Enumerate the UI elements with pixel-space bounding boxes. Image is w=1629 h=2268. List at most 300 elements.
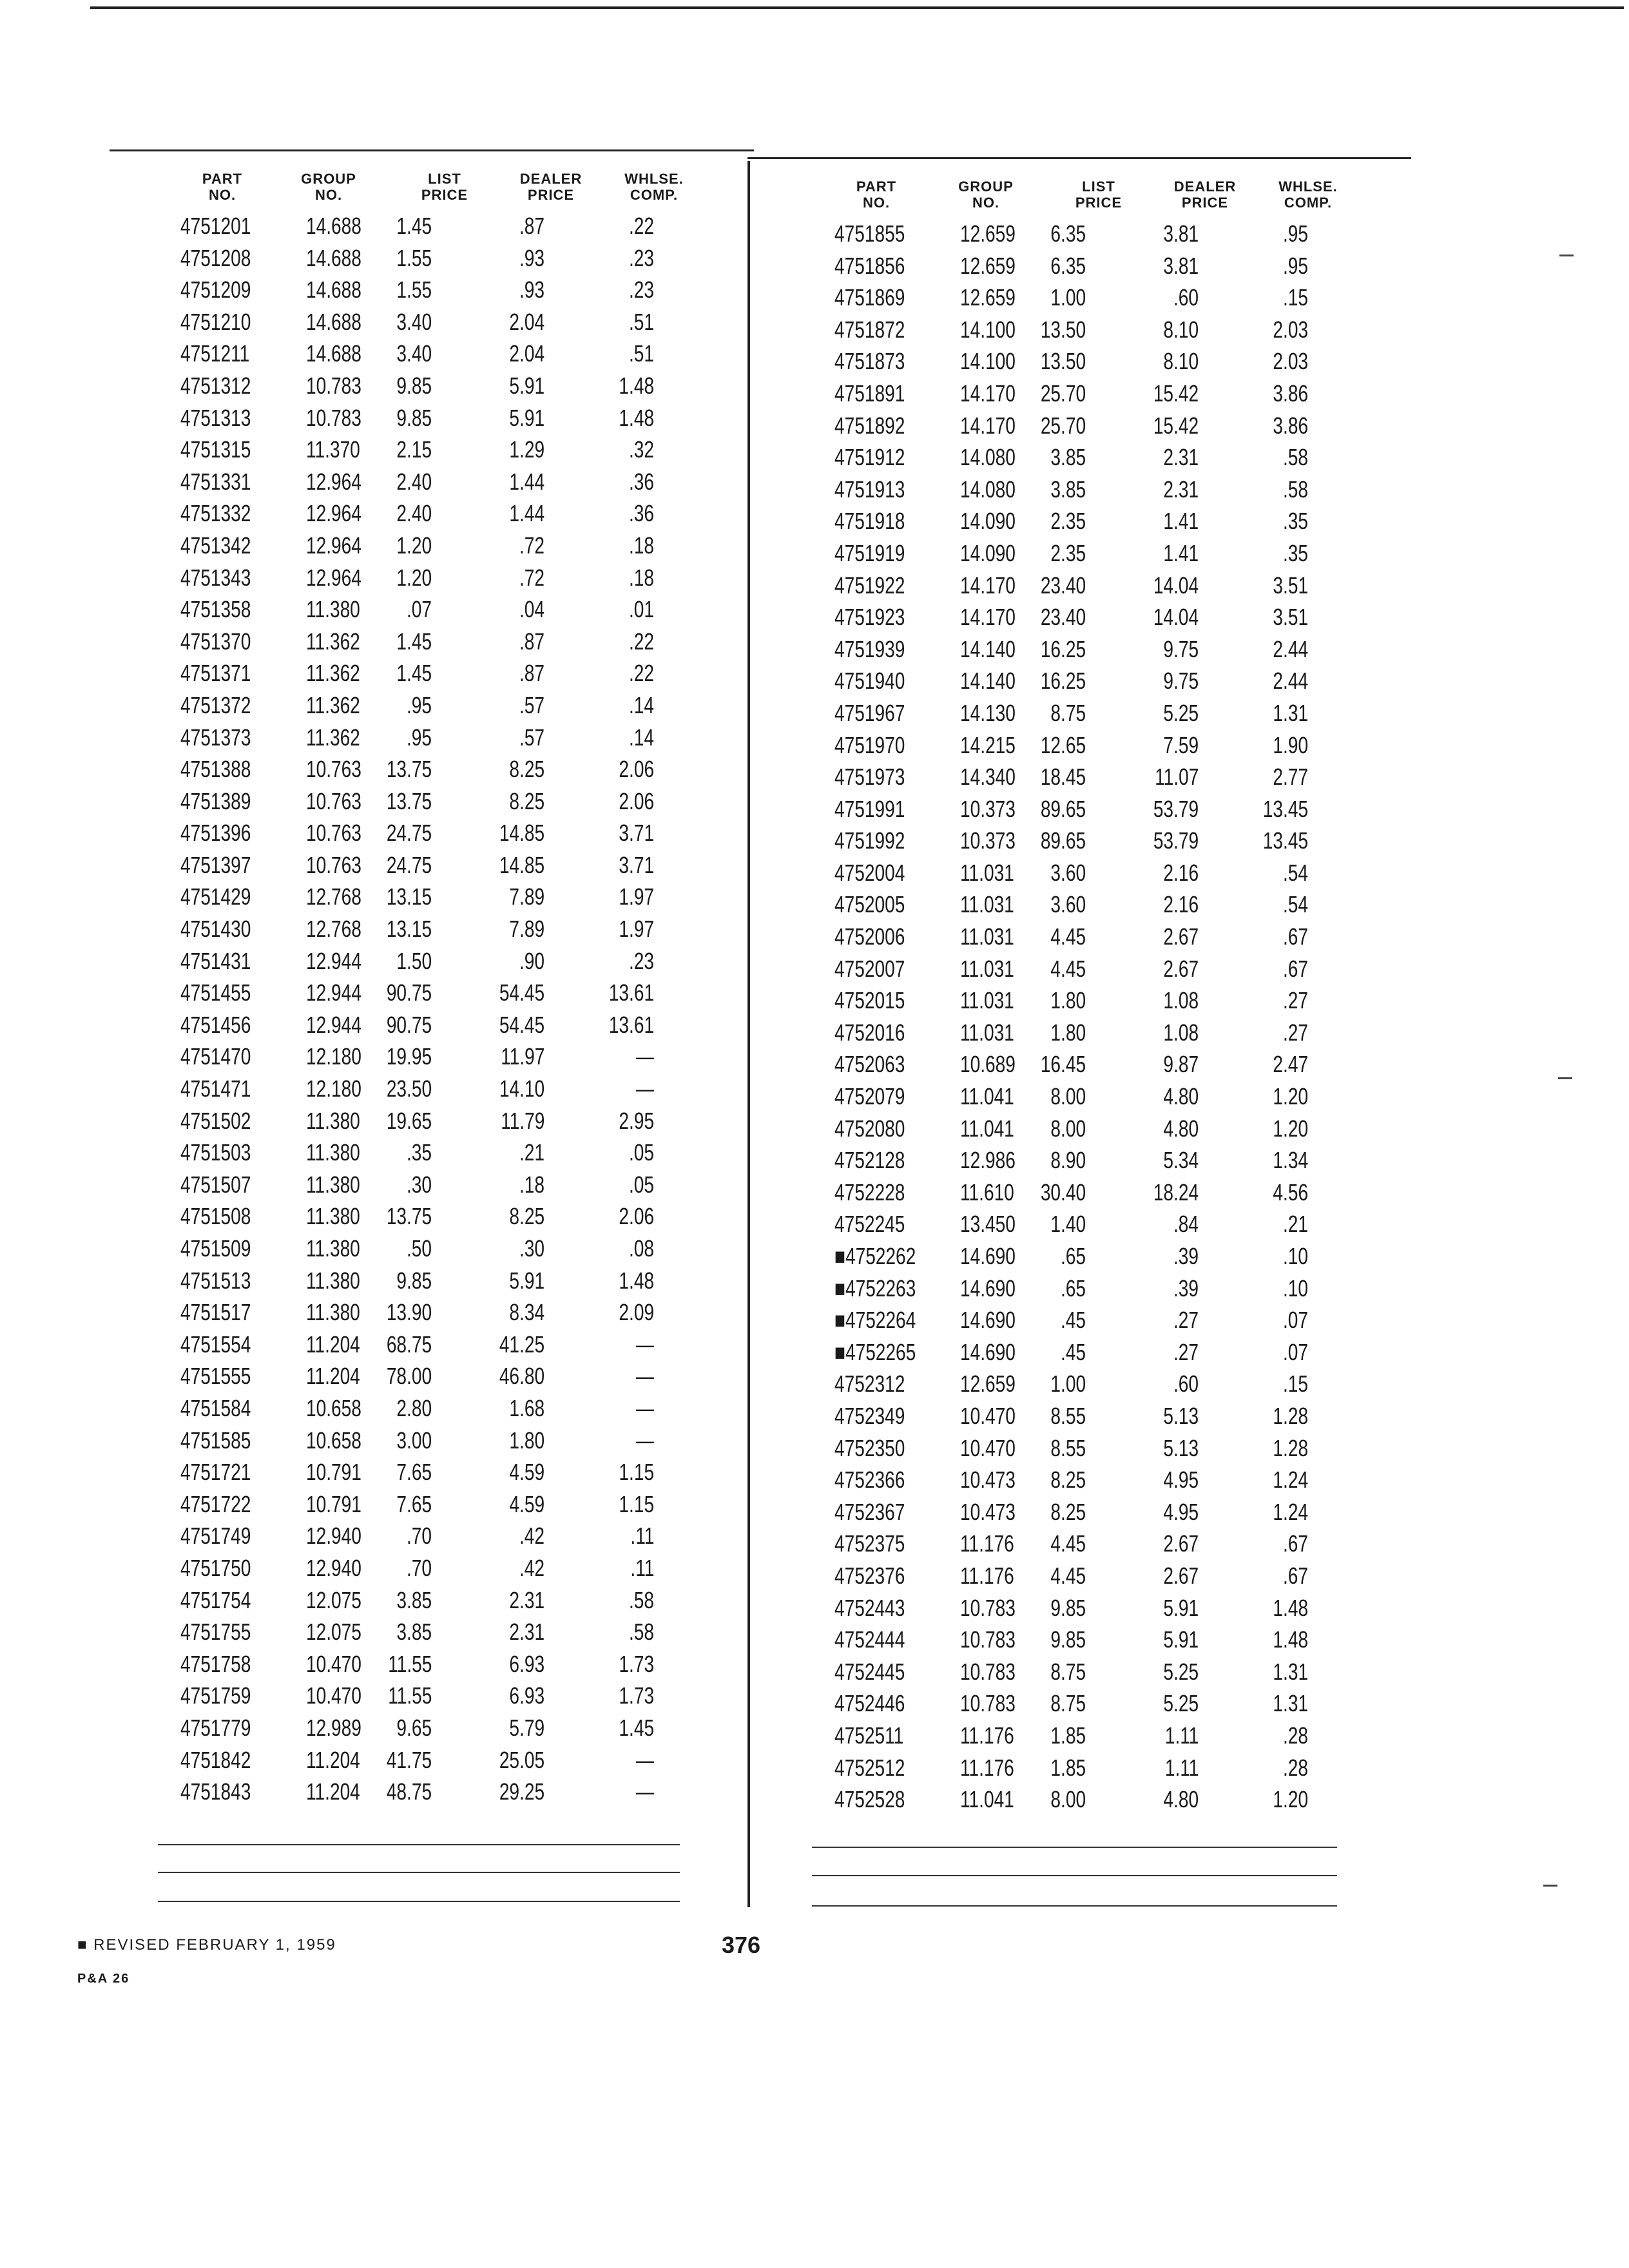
whlse-comp-cell: 13.45 bbox=[1262, 827, 1308, 854]
part-no-cell: 4751856 bbox=[834, 252, 905, 279]
top-page-rule bbox=[90, 6, 1624, 9]
part-no-cell: 4751513 bbox=[180, 1267, 251, 1294]
group-no-cell: 12.986 bbox=[960, 1147, 1016, 1174]
list-price-cell: 16.25 bbox=[1040, 635, 1086, 662]
whlse-comp-cell: — bbox=[635, 1075, 654, 1102]
list-price-cell: 11.55 bbox=[387, 1650, 432, 1677]
part-no-cell: 4752444 bbox=[834, 1626, 905, 1653]
group-no-cell: 10.658 bbox=[306, 1427, 361, 1454]
group-no-cell: 11.031 bbox=[960, 859, 1014, 886]
dealer-price-cell: 53.79 bbox=[1153, 827, 1199, 854]
whlse-comp-cell: 4.56 bbox=[1273, 1178, 1308, 1206]
table-row bbox=[809, 1658, 1363, 1691]
table-row bbox=[809, 316, 1363, 349]
group-no-cell: 14.100 bbox=[960, 348, 1016, 375]
dealer-price-cell: .27 bbox=[1173, 1338, 1199, 1365]
whlse-comp-cell: .14 bbox=[628, 691, 654, 718]
group-no-cell: 13.450 bbox=[960, 1211, 1016, 1238]
whlse-comp-cell: — bbox=[635, 1778, 654, 1805]
group-no-cell: 14.690 bbox=[960, 1274, 1016, 1302]
group-no-cell: 14.215 bbox=[960, 731, 1016, 758]
part-no-cell: 4751843 bbox=[180, 1778, 251, 1805]
margin-mark bbox=[1559, 255, 1574, 256]
list-price-cell: 4.45 bbox=[1050, 955, 1086, 982]
whlse-comp-cell: .36 bbox=[628, 500, 654, 527]
group-no-cell: 11.204 bbox=[306, 1331, 360, 1358]
part-no-cell: 4751991 bbox=[834, 795, 905, 822]
table-row bbox=[155, 692, 709, 724]
dealer-price-cell: 3.81 bbox=[1163, 220, 1199, 247]
list-price-cell: 2.40 bbox=[396, 500, 432, 527]
dealer-price-cell: 6.93 bbox=[509, 1650, 545, 1677]
whlse-comp-cell: .18 bbox=[628, 532, 654, 559]
part-no-cell: 4752015 bbox=[834, 987, 905, 1014]
group-no-cell: 14.688 bbox=[306, 213, 361, 239]
group-no-cell: 10.783 bbox=[306, 404, 361, 431]
list-price-cell: 6.35 bbox=[1050, 220, 1086, 247]
table-row bbox=[809, 1243, 1363, 1275]
whlse-comp-cell: 1.97 bbox=[619, 883, 654, 910]
header-whlse-comp: WHLSE. COMP. bbox=[1278, 178, 1338, 211]
list-price-cell: 13.75 bbox=[386, 1203, 432, 1230]
whlse-comp-cell: 1.97 bbox=[619, 916, 654, 943]
part-no-cell: 4751315 bbox=[180, 436, 251, 463]
whlse-comp-cell: .11 bbox=[630, 1523, 654, 1550]
part-no-cell: 4752005 bbox=[834, 891, 905, 918]
group-no-cell: 12.944 bbox=[306, 1011, 361, 1038]
table-row bbox=[809, 1403, 1363, 1435]
table-row bbox=[155, 1267, 709, 1300]
group-no-cell: 10.783 bbox=[960, 1594, 1016, 1621]
table-row bbox=[809, 1530, 1363, 1562]
list-price-cell: 3.85 bbox=[396, 1619, 432, 1646]
part-no-cell: 4752375 bbox=[834, 1530, 905, 1557]
whlse-comp-cell: 1.48 bbox=[619, 372, 654, 399]
dealer-price-cell: 2.67 bbox=[1163, 1562, 1199, 1589]
table-row bbox=[809, 412, 1363, 445]
dealer-price-cell: 5.13 bbox=[1163, 1402, 1199, 1429]
list-price-cell: 9.85 bbox=[1050, 1626, 1086, 1653]
dealer-price-cell: .21 bbox=[519, 1139, 545, 1166]
table-row bbox=[809, 284, 1363, 316]
table-row bbox=[155, 1747, 709, 1779]
part-no-cell: 4752016 bbox=[834, 1019, 905, 1046]
group-no-cell: 12.659 bbox=[960, 1370, 1016, 1398]
part-no-cell: 4751722 bbox=[180, 1490, 251, 1517]
dealer-price-cell: .18 bbox=[519, 1171, 545, 1198]
list-price-cell: 3.40 bbox=[396, 308, 432, 335]
dealer-price-cell: 8.25 bbox=[509, 756, 545, 783]
table-row bbox=[809, 1562, 1363, 1595]
dealer-price-cell: 5.34 bbox=[1163, 1147, 1199, 1174]
revision-footnote: ■ REVISED FEBRUARY 1, 1959 bbox=[77, 1936, 336, 1954]
dealer-price-cell: .84 bbox=[1173, 1211, 1199, 1238]
part-no-cell: 4751554 bbox=[180, 1331, 251, 1358]
whlse-comp-cell: .15 bbox=[1282, 1370, 1308, 1398]
dealer-price-cell: 1.11 bbox=[1164, 1754, 1199, 1781]
group-no-cell: 10.470 bbox=[960, 1402, 1016, 1429]
dealer-price-cell: .72 bbox=[519, 532, 545, 559]
part-no-cell: 4751970 bbox=[834, 731, 905, 758]
group-no-cell: 11.204 bbox=[306, 1778, 360, 1805]
whlse-comp-cell: 3.86 bbox=[1273, 412, 1308, 439]
dealer-price-cell: 4.95 bbox=[1163, 1466, 1199, 1494]
part-no-cell: 4751973 bbox=[834, 764, 905, 791]
group-no-cell: 12.964 bbox=[306, 532, 361, 559]
whlse-comp-cell: .23 bbox=[628, 276, 654, 303]
blank-entry-line bbox=[812, 1905, 1337, 1907]
list-price-cell: 1.55 bbox=[396, 244, 432, 271]
margin-mark bbox=[1558, 1077, 1572, 1079]
header-list-price: LIST PRICE bbox=[1075, 178, 1123, 211]
table-row bbox=[155, 1171, 709, 1204]
dealer-price-cell: 1.44 bbox=[509, 468, 545, 495]
list-price-cell: 25.70 bbox=[1040, 412, 1086, 439]
group-no-cell: 12.964 bbox=[306, 468, 361, 495]
part-no-cell: 4751891 bbox=[834, 380, 905, 407]
whlse-comp-cell: 1.48 bbox=[1273, 1594, 1308, 1621]
list-price-cell: .50 bbox=[406, 1235, 432, 1262]
group-no-cell: 11.041 bbox=[960, 1083, 1014, 1110]
table-row bbox=[809, 1083, 1363, 1115]
group-no-cell: 10.373 bbox=[960, 827, 1016, 854]
dealer-price-cell: 3.81 bbox=[1163, 252, 1199, 279]
part-no-cell: 4751755 bbox=[180, 1619, 251, 1646]
dealer-price-cell: 6.93 bbox=[509, 1682, 545, 1709]
dealer-price-cell: 8.34 bbox=[509, 1299, 545, 1326]
list-price-cell: 8.25 bbox=[1050, 1466, 1086, 1494]
whlse-comp-cell: .67 bbox=[1282, 1562, 1308, 1589]
whlse-comp-cell: — bbox=[635, 1363, 654, 1390]
table-row bbox=[809, 700, 1363, 732]
dealer-price-cell: 14.85 bbox=[499, 851, 545, 878]
group-no-cell: 14.688 bbox=[306, 340, 361, 367]
group-no-cell: 11.031 bbox=[960, 955, 1014, 982]
part-no-cell: 4751869 bbox=[834, 284, 905, 311]
part-no-cell: ■4752263 bbox=[834, 1274, 916, 1302]
whlse-comp-cell: .10 bbox=[1282, 1243, 1308, 1269]
part-no-cell: 4751455 bbox=[180, 979, 251, 1006]
table-row bbox=[809, 572, 1363, 604]
part-no-cell: ■4752264 bbox=[834, 1307, 916, 1334]
list-price-cell: 19.95 bbox=[386, 1043, 432, 1070]
dealer-price-cell: 2.16 bbox=[1163, 859, 1199, 886]
table-row bbox=[809, 1275, 1363, 1307]
whlse-comp-cell: .21 bbox=[1282, 1211, 1308, 1238]
group-no-cell: 14.130 bbox=[960, 699, 1016, 726]
group-no-cell: 11.380 bbox=[306, 1299, 360, 1326]
dealer-price-cell: 11.97 bbox=[500, 1043, 545, 1070]
list-price-cell: 4.45 bbox=[1050, 1562, 1086, 1589]
table-row bbox=[155, 1108, 709, 1140]
table-row bbox=[155, 1778, 709, 1811]
table-row bbox=[155, 532, 709, 564]
part-no-cell: 4752511 bbox=[834, 1722, 904, 1749]
whlse-comp-cell: 1.20 bbox=[1273, 1083, 1308, 1110]
dealer-price-cell: .72 bbox=[519, 564, 545, 591]
group-no-cell: 11.362 bbox=[306, 660, 360, 687]
part-no-cell: 4751312 bbox=[180, 372, 251, 399]
whlse-comp-cell: .18 bbox=[628, 564, 654, 591]
part-no-cell: 4752063 bbox=[834, 1051, 905, 1078]
whlse-comp-cell: 1.90 bbox=[1273, 731, 1308, 758]
table-row bbox=[155, 564, 709, 597]
list-price-cell: 3.85 bbox=[1050, 476, 1086, 503]
group-no-cell: 11.176 bbox=[960, 1722, 1014, 1749]
table-row bbox=[809, 1754, 1363, 1787]
dealer-price-cell: .30 bbox=[519, 1235, 545, 1262]
whlse-comp-cell: — bbox=[635, 1427, 654, 1454]
group-no-cell: 12.768 bbox=[306, 883, 361, 910]
part-no-cell: 4751913 bbox=[834, 476, 905, 503]
group-no-cell: 14.140 bbox=[960, 635, 1016, 662]
dealer-price-cell: 5.25 bbox=[1163, 1658, 1199, 1685]
dealer-price-cell: 2.04 bbox=[509, 308, 545, 335]
table-row bbox=[809, 604, 1363, 636]
dealer-price-cell: 5.13 bbox=[1163, 1434, 1199, 1461]
whlse-comp-cell: 1.31 bbox=[1273, 1658, 1308, 1685]
dealer-price-cell: 2.31 bbox=[1163, 476, 1199, 503]
part-no-cell: 4751201 bbox=[180, 213, 251, 239]
part-no-cell: 4752350 bbox=[834, 1434, 905, 1461]
dealer-price-cell: 11.79 bbox=[500, 1107, 545, 1134]
table-row bbox=[155, 1235, 709, 1267]
list-price-cell: .35 bbox=[406, 1139, 432, 1166]
dealer-price-cell: 5.25 bbox=[1163, 699, 1199, 726]
part-no-cell: 4752312 bbox=[834, 1370, 905, 1398]
list-price-cell: 13.75 bbox=[386, 787, 432, 814]
dealer-price-cell: .93 bbox=[519, 244, 545, 271]
group-no-cell: 10.470 bbox=[306, 1682, 361, 1709]
list-price-cell: 1.45 bbox=[396, 660, 432, 687]
table-row bbox=[809, 1147, 1363, 1179]
list-price-cell: 9.65 bbox=[396, 1714, 432, 1741]
dealer-price-cell: 8.10 bbox=[1163, 316, 1199, 343]
part-no-cell: 4751503 bbox=[180, 1139, 251, 1166]
group-no-cell: 14.080 bbox=[960, 444, 1016, 471]
list-price-cell: 1.45 bbox=[396, 628, 432, 655]
whlse-comp-cell: 1.48 bbox=[619, 1267, 654, 1294]
part-no-cell: 4751873 bbox=[834, 348, 905, 375]
left-table-rows bbox=[155, 213, 709, 1811]
whlse-comp-cell: 1.73 bbox=[619, 1682, 654, 1709]
list-price-cell: 4.45 bbox=[1050, 923, 1086, 950]
group-no-cell: 10.791 bbox=[306, 1459, 361, 1486]
list-price-cell: .45 bbox=[1060, 1338, 1086, 1365]
dealer-price-cell: 8.10 bbox=[1163, 348, 1199, 375]
part-no-cell: 4751758 bbox=[180, 1650, 251, 1677]
group-no-cell: 14.688 bbox=[306, 276, 361, 303]
whlse-comp-cell: .54 bbox=[1282, 859, 1308, 886]
whlse-comp-cell: .67 bbox=[1282, 923, 1308, 950]
dealer-price-cell: .90 bbox=[519, 947, 545, 974]
whlse-comp-cell: 1.24 bbox=[1273, 1466, 1308, 1494]
part-no-cell: 4751517 bbox=[180, 1299, 251, 1326]
whlse-comp-cell: .67 bbox=[1282, 955, 1308, 982]
group-no-cell: 10.763 bbox=[306, 787, 361, 814]
part-no-cell: 4752528 bbox=[834, 1786, 905, 1813]
table-row bbox=[155, 724, 709, 756]
list-price-cell: 3.00 bbox=[396, 1427, 432, 1454]
table-row bbox=[155, 1299, 709, 1331]
header-group-no: GROUP NO. bbox=[301, 171, 356, 203]
table-row bbox=[155, 309, 709, 341]
dealer-price-cell: 14.04 bbox=[1153, 572, 1199, 599]
whlse-comp-cell: 2.44 bbox=[1273, 668, 1308, 695]
dealer-price-cell: 2.67 bbox=[1163, 1530, 1199, 1557]
table-row bbox=[155, 1203, 709, 1235]
part-no-cell: 4751389 bbox=[180, 787, 251, 814]
table-row bbox=[155, 1363, 709, 1395]
whlse-comp-cell: 2.06 bbox=[619, 756, 654, 783]
list-price-cell: 13.15 bbox=[386, 916, 432, 943]
header-dealer-price: DEALER PRICE bbox=[519, 171, 583, 203]
table-row bbox=[809, 348, 1363, 380]
whlse-comp-cell: 1.45 bbox=[619, 1714, 654, 1741]
dealer-price-cell: .42 bbox=[519, 1523, 545, 1550]
part-no-cell: 4751923 bbox=[834, 604, 905, 631]
blank-entry-line bbox=[158, 1901, 680, 1902]
group-no-cell: 11.362 bbox=[306, 724, 360, 751]
table-top-rule-left bbox=[110, 149, 754, 151]
whlse-comp-cell: .14 bbox=[628, 724, 654, 751]
list-price-cell: 24.75 bbox=[386, 820, 432, 847]
list-price-cell: 9.85 bbox=[1050, 1594, 1086, 1621]
whlse-comp-cell: .58 bbox=[1282, 476, 1308, 503]
whlse-comp-cell: 3.51 bbox=[1273, 604, 1308, 631]
dealer-price-cell: .39 bbox=[1173, 1274, 1199, 1302]
table-row bbox=[809, 1435, 1363, 1467]
dealer-price-cell: .57 bbox=[519, 691, 545, 718]
group-no-cell: 14.690 bbox=[960, 1243, 1016, 1269]
whlse-comp-cell: .22 bbox=[628, 660, 654, 687]
whlse-comp-cell: — bbox=[635, 1043, 654, 1070]
table-row bbox=[155, 1682, 709, 1715]
list-price-cell: 8.75 bbox=[1050, 1658, 1086, 1685]
table-row bbox=[155, 1395, 709, 1427]
whlse-comp-cell: 2.47 bbox=[1273, 1051, 1308, 1078]
list-price-cell: 2.15 bbox=[396, 436, 432, 463]
part-no-cell: ■4752265 bbox=[834, 1338, 916, 1365]
list-price-cell: 16.45 bbox=[1040, 1051, 1086, 1078]
list-price-cell: 24.75 bbox=[386, 851, 432, 878]
dealer-price-cell: 2.31 bbox=[1163, 444, 1199, 471]
list-price-cell: 1.00 bbox=[1050, 284, 1086, 311]
list-price-cell: .45 bbox=[1060, 1307, 1086, 1334]
part-no-cell: 4752079 bbox=[834, 1083, 905, 1110]
dealer-price-cell: 4.59 bbox=[509, 1490, 545, 1517]
blank-entry-line bbox=[158, 1872, 680, 1873]
group-no-cell: 12.964 bbox=[306, 564, 361, 591]
list-price-cell: 2.80 bbox=[396, 1394, 432, 1421]
group-no-cell: 14.080 bbox=[960, 476, 1016, 503]
table-row bbox=[809, 380, 1363, 412]
group-no-cell: 11.610 bbox=[960, 1178, 1014, 1206]
list-price-cell: 6.35 bbox=[1050, 252, 1086, 279]
table-row bbox=[809, 1370, 1363, 1403]
part-no-cell: 4751470 bbox=[180, 1043, 251, 1070]
list-price-cell: 11.55 bbox=[387, 1682, 432, 1709]
table-row bbox=[155, 628, 709, 660]
part-no-cell: 4751211 bbox=[180, 340, 250, 367]
list-price-cell: 68.75 bbox=[386, 1331, 432, 1358]
whlse-comp-cell: .95 bbox=[1282, 252, 1308, 279]
group-no-cell: 10.783 bbox=[960, 1690, 1016, 1717]
table-row bbox=[809, 1339, 1363, 1371]
part-no-cell: 4751209 bbox=[180, 276, 251, 303]
list-price-cell: 8.00 bbox=[1050, 1083, 1086, 1110]
table-row bbox=[155, 213, 709, 245]
group-no-cell: 14.140 bbox=[960, 668, 1016, 695]
list-price-cell: .70 bbox=[406, 1554, 432, 1581]
list-price-cell: 23.40 bbox=[1040, 572, 1086, 599]
list-price-cell: 8.00 bbox=[1050, 1786, 1086, 1813]
whlse-comp-cell: 1.34 bbox=[1273, 1147, 1308, 1174]
table-row bbox=[155, 276, 709, 309]
table-row bbox=[809, 1626, 1363, 1658]
whlse-comp-cell: 1.31 bbox=[1273, 699, 1308, 726]
whlse-comp-cell: 1.31 bbox=[1273, 1690, 1308, 1717]
dealer-price-cell: 1.80 bbox=[509, 1427, 545, 1454]
whlse-comp-cell: .35 bbox=[1282, 539, 1308, 566]
group-no-cell: 10.783 bbox=[306, 372, 361, 399]
group-no-cell: 12.659 bbox=[960, 220, 1016, 247]
blank-entry-line bbox=[158, 1844, 680, 1845]
group-no-cell: 12.659 bbox=[960, 252, 1016, 279]
table-row bbox=[809, 1019, 1363, 1052]
dealer-price-cell: 1.44 bbox=[509, 500, 545, 527]
table-row bbox=[155, 820, 709, 852]
part-no-cell: 4751754 bbox=[180, 1586, 251, 1613]
table-row bbox=[809, 1466, 1363, 1499]
whlse-comp-cell: .11 bbox=[630, 1554, 654, 1581]
list-price-cell: 13.15 bbox=[386, 883, 432, 910]
dealer-price-cell: 2.67 bbox=[1163, 923, 1199, 950]
dealer-price-cell: .04 bbox=[519, 596, 545, 623]
table-row bbox=[155, 1012, 709, 1044]
table-row bbox=[155, 596, 709, 628]
part-no-cell: 4752446 bbox=[834, 1690, 905, 1717]
list-price-cell: 4.45 bbox=[1050, 1530, 1086, 1557]
part-no-cell: 4751371 bbox=[180, 660, 251, 687]
page-number: 376 bbox=[722, 1932, 761, 1958]
list-price-cell: 8.00 bbox=[1050, 1115, 1086, 1142]
group-no-cell: 14.100 bbox=[960, 316, 1016, 343]
whlse-comp-cell: .58 bbox=[628, 1586, 654, 1613]
group-no-cell: 11.176 bbox=[960, 1562, 1014, 1589]
group-no-cell: 14.090 bbox=[960, 508, 1016, 535]
table-row bbox=[809, 253, 1363, 285]
group-no-cell: 12.768 bbox=[306, 916, 361, 943]
column-divider bbox=[747, 161, 750, 1907]
part-no-cell: 4751208 bbox=[180, 244, 251, 271]
dealer-price-cell: 1.08 bbox=[1163, 1019, 1199, 1046]
whlse-comp-cell: 1.28 bbox=[1273, 1402, 1308, 1429]
dealer-price-cell: .87 bbox=[519, 213, 545, 239]
part-no-cell: 4752007 bbox=[834, 955, 905, 982]
whlse-comp-cell: 1.73 bbox=[619, 1650, 654, 1677]
dealer-price-cell: 4.80 bbox=[1163, 1115, 1199, 1142]
right-table-rows bbox=[809, 220, 1363, 1818]
whlse-comp-cell: .51 bbox=[628, 308, 654, 335]
list-price-cell: 8.75 bbox=[1050, 1690, 1086, 1717]
whlse-comp-cell: 3.71 bbox=[619, 820, 654, 847]
part-no-cell: 4751912 bbox=[834, 444, 905, 471]
group-no-cell: 10.783 bbox=[960, 1658, 1016, 1685]
list-price-cell: 3.40 bbox=[396, 340, 432, 367]
group-no-cell: 14.690 bbox=[960, 1338, 1016, 1365]
group-no-cell: 12.964 bbox=[306, 500, 361, 527]
